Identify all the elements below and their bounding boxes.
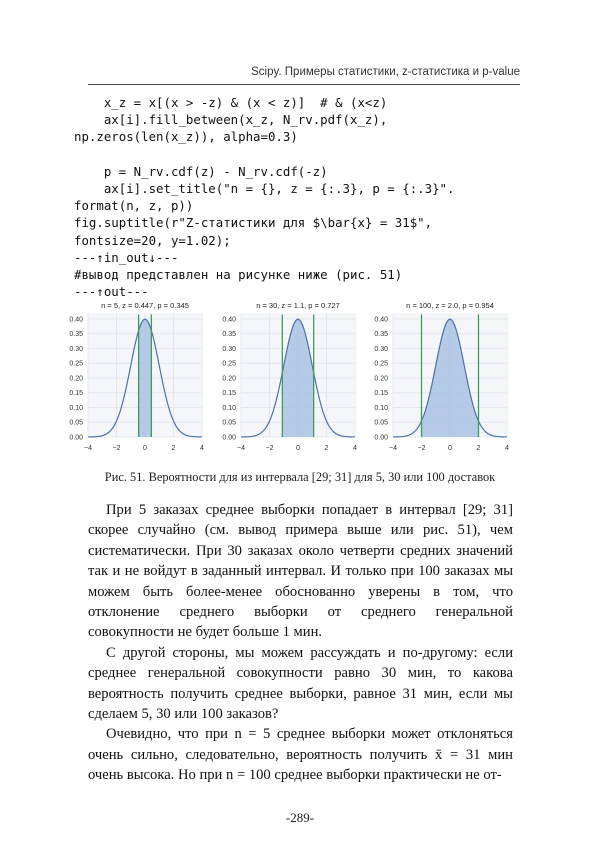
y-tick-label: 0.05 [69, 419, 83, 427]
y-tick-label: 0.40 [374, 316, 388, 324]
code-line: ---↑out--- [74, 284, 149, 300]
paragraph: С другой стороны, мы можем рассуждать и по-другому: если среднее генеральной совокупности равно 30 мин, то какова вероятность получить среднее выборки, равное 31 мин, если мы сделаем 5, 30 или 100 заказов? [88, 644, 513, 723]
code-line: ax[i].fill_between(x_z, N_rv.pdf(x_z), [74, 112, 388, 128]
y-tick-label: 0.30 [69, 345, 83, 353]
y-tick-label: 0.00 [69, 434, 83, 442]
y-tick-label: 0.00 [374, 434, 388, 442]
x-tick-label: −4 [389, 445, 397, 452]
paragraph: При 5 заказах среднее выборки попадает в интервал [29; 31] скорее случайно (см. вывод примера выше или рис. 51), чем систематически. При 30 заказах около четверти средних значений так и не войдут в заданный интервал. И только при 100 заказах мы можем быть более-менее обоснованно уверены в том, что отклонение среднего выборки от среднего генеральной совокупности не будет больше 1 мин. [88, 502, 513, 641]
z-statistic-charts [60, 294, 512, 470]
chart-title: n = 30, z = 1.1, p = 0.727 [256, 301, 340, 310]
chart-panel [374, 301, 509, 452]
figure-caption: Рис. 51. Вероятности для из интервала [29; 31] для 5, 30 или 100 доставок [104, 470, 496, 484]
body-text [88, 500, 513, 786]
y-tick-label: 0.25 [222, 360, 236, 368]
chart-panel [69, 301, 204, 452]
x-tick-label: −4 [84, 445, 92, 452]
y-tick-label: 0.10 [69, 404, 83, 412]
chart-panel [222, 301, 357, 452]
x-tick-label: 0 [448, 445, 452, 452]
code-line: fontsize=20, y=1.02); [74, 232, 231, 248]
y-tick-label: 0.25 [374, 360, 388, 368]
y-tick-label: 0.00 [222, 434, 236, 442]
y-tick-label: 0.20 [222, 375, 236, 383]
code-line: format(n, z, p)) [74, 198, 194, 214]
y-tick-label: 0.10 [374, 404, 388, 412]
x-tick-label: −2 [417, 445, 426, 452]
code-line: np.zeros(len(x_z)), alpha=0.3) [74, 129, 298, 145]
x-tick-label: −4 [237, 445, 245, 452]
y-tick-label: 0.05 [222, 419, 236, 427]
y-tick-label: 0.35 [374, 331, 388, 339]
code-line: p = N_rv.cdf(z) - N_rv.cdf(-z) [74, 163, 328, 179]
figure-51 [60, 294, 512, 470]
code-line: x_z = x[(x > -z) & (x < z)] # & (x<z) [74, 95, 388, 110]
x-tick-label: 4 [505, 445, 509, 452]
y-tick-label: 0.20 [69, 375, 83, 383]
code-line: ---↑in_out↓--- [74, 249, 179, 265]
y-tick-label: 0.40 [69, 316, 83, 324]
x-tick-label: −2 [265, 445, 274, 452]
running-header: Scipy. Примеры статистики, z-статистика и p-value [251, 66, 520, 78]
y-tick-label: 0.30 [222, 345, 236, 353]
header-rule [88, 84, 520, 85]
y-tick-label: 0.15 [222, 390, 236, 398]
y-tick-label: 0.25 [69, 360, 83, 368]
y-tick-label: 0.15 [69, 390, 83, 398]
y-tick-label: 0.20 [374, 375, 388, 383]
y-tick-label: 0.30 [374, 345, 388, 353]
y-tick-label: 0.05 [374, 419, 388, 427]
x-tick-label: 0 [296, 445, 300, 452]
code-block [74, 94, 454, 300]
x-tick-label: 2 [476, 445, 481, 452]
chart-title: n = 100, z = 2.0, p = 0.954 [406, 301, 494, 310]
code-line [74, 146, 454, 163]
x-tick-label: 2 [324, 445, 329, 452]
code-line: ax[i].set_title("n = {}, z = {:.3}, p = {:.3}". [74, 180, 455, 196]
y-tick-label: 0.35 [222, 331, 236, 339]
x-tick-label: 4 [200, 445, 204, 452]
x-tick-label: 0 [143, 445, 147, 452]
y-tick-label: 0.35 [69, 331, 83, 339]
y-tick-label: 0.15 [374, 390, 388, 398]
x-tick-label: −2 [112, 445, 121, 452]
y-tick-label: 0.40 [222, 316, 236, 324]
code-line: #вывод представлен на рисунке ниже (рис. 51) [74, 266, 403, 282]
chart-title: n = 5, z = 0.447, p = 0.345 [101, 301, 189, 310]
x-tick-label: 2 [171, 445, 176, 452]
page-number: -289- [285, 810, 315, 825]
probability-area [139, 319, 152, 437]
code-line: fig.suptitle(r"Z-статистики для $\bar{x} = 31$", [74, 215, 433, 231]
paragraph: Очевидно, что при n = 5 среднее выборки может отклоняться очень сильно, следовательно, вероятность получить x̄ = 31 мин очень высока. Но при n = 100 среднее выборки практически не от- [88, 726, 513, 784]
y-tick-label: 0.10 [222, 404, 236, 412]
x-tick-label: 4 [353, 445, 357, 452]
